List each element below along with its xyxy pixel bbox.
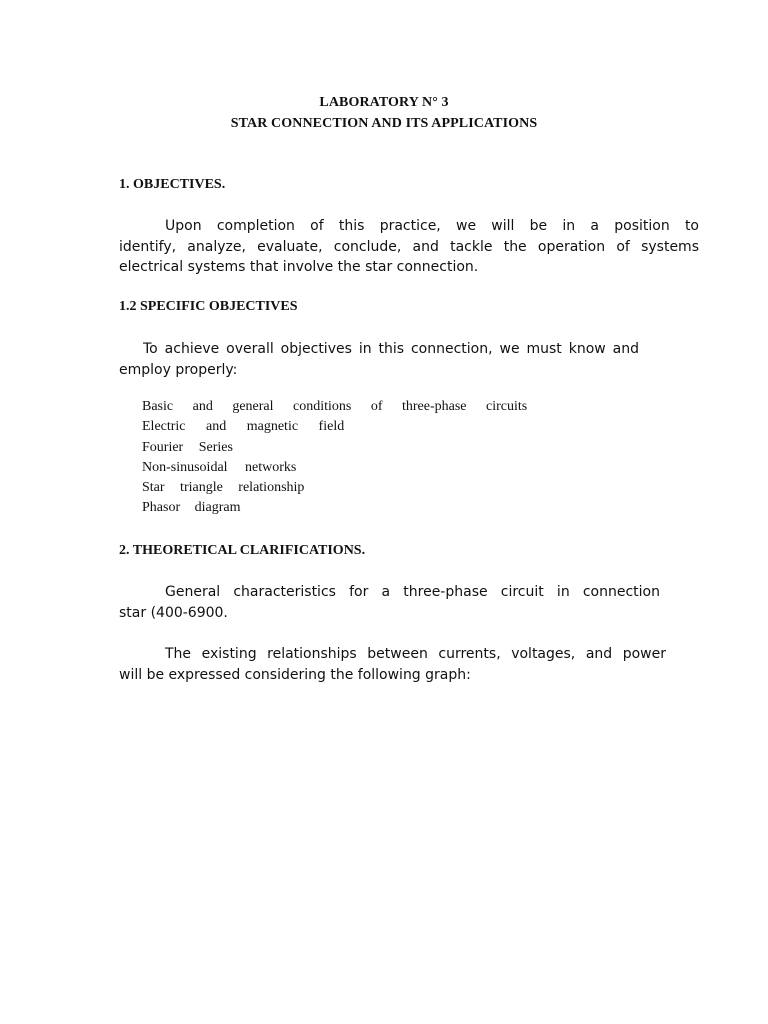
list-item: Electric and magnetic field (142, 419, 345, 435)
list-item: Phasor diagram (142, 500, 241, 516)
list-item: Basic and general conditions of three-phase circuits (142, 399, 528, 414)
paragraph-line: General characteristics for a three-phase circuit in connection (165, 584, 660, 600)
paragraph-line: electrical systems that involve the star connection. (119, 259, 479, 275)
paragraph-line: The existing relationships between currents, voltages, and power (165, 646, 666, 662)
list-item: Non-sinusoidal networks (142, 459, 297, 475)
section-heading-specific-objectives: 1.2 SPECIFIC OBJECTIVES (119, 299, 298, 314)
paragraph-line: To achieve overall objectives in this connection, we must know and (143, 341, 639, 357)
lab-subtitle: STAR CONNECTION AND ITS APPLICATIONS (230, 116, 538, 131)
section-heading-theoretical-clarifications: 2. THEORETICAL CLARIFICATIONS. (119, 543, 366, 558)
paragraph-line: identify, analyze, evaluate, conclude, and tackle the operation of systems (119, 238, 699, 255)
specific-objectives-paragraph (119, 339, 639, 380)
lab-title: LABORATORY N° 3 (319, 95, 449, 110)
list-item: Star triangle relationship (142, 480, 305, 496)
section-heading-objectives: 1. OBJECTIVES. (119, 177, 226, 192)
theoretical-paragraph-2 (119, 644, 666, 685)
list-item: Fourier Series (142, 439, 233, 455)
theoretical-paragraph-1 (119, 582, 660, 623)
topic-list (142, 397, 527, 519)
paragraph-line: star (400-6900. (119, 604, 228, 621)
paragraph-line: employ properly: (119, 361, 238, 378)
paragraph-line: will be expressed considering the following graph: (119, 666, 471, 683)
objectives-paragraph (119, 216, 699, 278)
paragraph-line: Upon completion of this practice, we will be in a position to (165, 218, 699, 234)
